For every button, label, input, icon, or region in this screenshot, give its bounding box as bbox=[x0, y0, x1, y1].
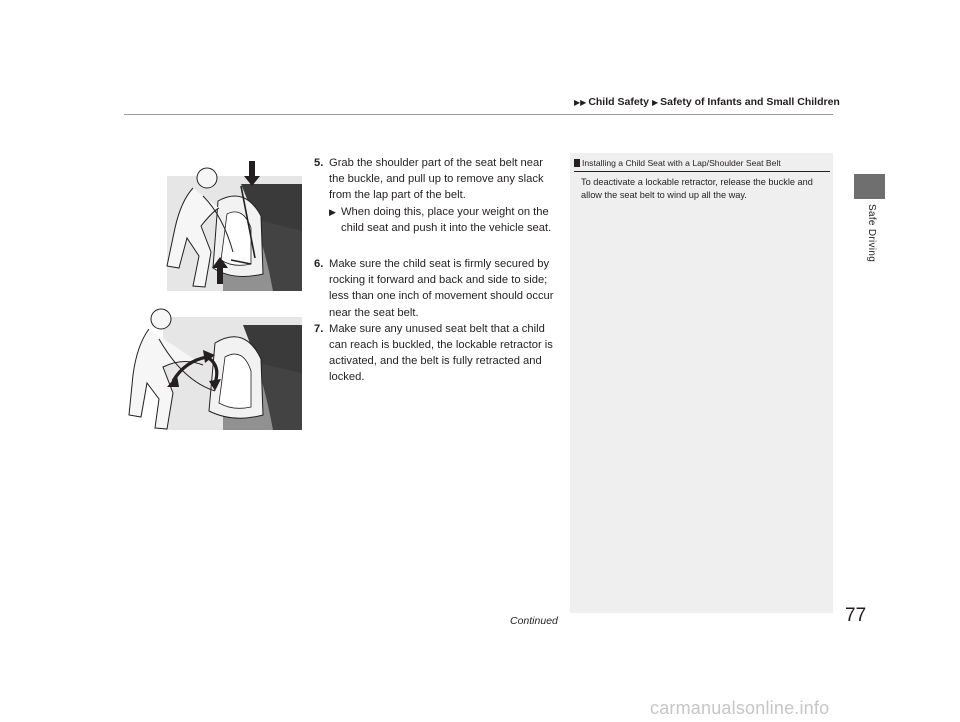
step-text: Make sure the child seat is firmly secured by rocking it forward and back and side to side; less than one inch of movement should occur near the seat belt. bbox=[329, 258, 554, 319]
step-number: 7. bbox=[314, 322, 324, 335]
breadcrumb bbox=[574, 96, 843, 108]
note-panel bbox=[570, 153, 833, 613]
continued-label: Continued bbox=[510, 615, 558, 627]
breadcrumb-arrow-icon: ▶ bbox=[652, 98, 659, 107]
step-5 bbox=[314, 155, 560, 204]
note-rule bbox=[574, 171, 830, 172]
arrow-bullet-icon: ▶ bbox=[329, 206, 336, 217]
section-tab-marker bbox=[854, 174, 885, 199]
section-tab-label: Safe Driving bbox=[866, 204, 877, 263]
step-sub-text: When doing this, place your weight on the child seat and push it into the vehicle seat. bbox=[341, 205, 552, 234]
step-7 bbox=[314, 321, 560, 386]
reference-marker-icon bbox=[574, 159, 580, 167]
step-5-note bbox=[329, 204, 560, 236]
note-title-text: Installing a Child Seat with a Lap/Shoulder Seat Belt bbox=[582, 158, 781, 168]
illustration-pull-shoulder-belt bbox=[123, 156, 302, 291]
page-number: 77 bbox=[845, 605, 867, 626]
header-rule bbox=[124, 114, 833, 115]
step-number: 6. bbox=[314, 258, 324, 271]
breadcrumb-item-child-safety[interactable]: Child Safety bbox=[588, 96, 649, 108]
step-6 bbox=[314, 256, 560, 321]
note-text: To deactivate a lockable retractor, release the buckle and allow the seat belt to wind up all the way. bbox=[581, 177, 813, 200]
watermark: carmanualsonline.info bbox=[650, 698, 830, 718]
step-text: Make sure any unused seat belt that a child can reach is buckled, the lockable retractor is activated, and the belt is fully retracted and locked. bbox=[329, 322, 553, 384]
illustration-rock-child-seat bbox=[123, 295, 302, 430]
step-text: Grab the shoulder part of the seat belt near the buckle, and pull up to remove any slack from the lap part of the belt. bbox=[329, 157, 544, 202]
breadcrumb-item-current: Safety of Infants and Small Children bbox=[660, 96, 840, 108]
step-number: 5. bbox=[314, 157, 324, 169]
breadcrumb-arrow-icon: ▶▶ bbox=[574, 98, 587, 107]
note-title bbox=[574, 158, 830, 168]
instruction-steps bbox=[314, 155, 560, 386]
